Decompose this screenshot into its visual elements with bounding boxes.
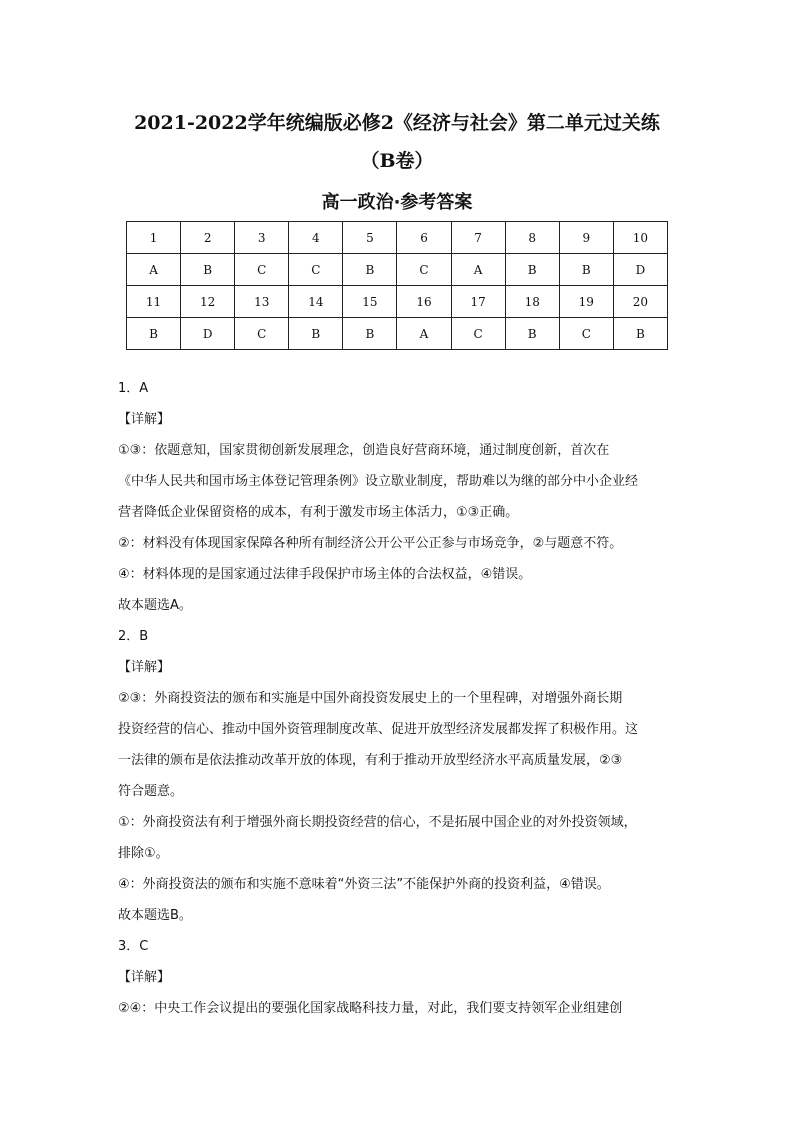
- answer-cell: B: [127, 318, 181, 350]
- question-number-cell: 7: [451, 222, 505, 254]
- question-number-cell: 20: [613, 286, 667, 318]
- question-answer-heading: 3．C: [118, 939, 149, 954]
- answer-row: [127, 318, 668, 350]
- question-number-cell: 12: [181, 286, 235, 318]
- explanation-line: 一法律的颁布是依法推动改革开放的体现，有利于推动开放型经济水平高质量发展，②③: [118, 753, 623, 768]
- explanation-line: 排除①。: [118, 846, 169, 861]
- answer-cell: C: [451, 318, 505, 350]
- explanation-block: [118, 373, 680, 621]
- answer-cell: C: [397, 254, 451, 286]
- answer-cell: B: [505, 318, 559, 350]
- answer-cell: C: [559, 318, 613, 350]
- explanation-line: ②：材料没有体现国家保障各种所有制经济公开公平公正参与市场竞争，②与题意不符。: [118, 536, 623, 551]
- detail-label: 【详解】: [118, 970, 171, 985]
- answer-cell: B: [289, 318, 343, 350]
- answer-cell: C: [235, 254, 289, 286]
- question-number-row: [127, 286, 668, 318]
- answer-cell: A: [127, 254, 181, 286]
- question-answer-heading: 1．A: [118, 381, 149, 396]
- explanation-line: ④：材料体现的是国家通过法律手段保护市场主体的合法权益，④错误。: [118, 567, 532, 582]
- question-number-cell: 19: [559, 286, 613, 318]
- explanation-line: ①：外商投资法有利于增强外商长期投资经营的信心，不是拓展中国企业的对外投资领域，: [118, 815, 637, 830]
- question-number-cell: 1: [127, 222, 181, 254]
- answer-cell: B: [181, 254, 235, 286]
- answer-cell: A: [397, 318, 451, 350]
- question-number-cell: 13: [235, 286, 289, 318]
- explanation-line: 符合题意。: [118, 784, 184, 799]
- explanation-line: 故本题选A。: [118, 598, 192, 613]
- answer-cell: B: [343, 254, 397, 286]
- explanations-section: [118, 373, 680, 1024]
- question-number-cell: 10: [613, 222, 667, 254]
- explanation-line: ①③：依题意知，国家贯彻创新发展理念，创造良好营商环境，通过制度创新，首次在: [118, 443, 610, 458]
- answer-cell: B: [559, 254, 613, 286]
- explanation-line: 营者降低企业保留资格的成本，有利于激发市场主体活力，①③正确。: [118, 505, 519, 520]
- question-number-cell: 5: [343, 222, 397, 254]
- question-answer-heading: 2．B: [118, 629, 149, 644]
- explanation-block: [118, 621, 680, 931]
- explanation-line: 投资经营的信心、推动中国外资管理制度改革、促进开放型经济发展都发挥了积极作用。这: [118, 722, 639, 737]
- question-number-cell: 14: [289, 286, 343, 318]
- question-number-cell: 3: [235, 222, 289, 254]
- question-number-row: [127, 222, 668, 254]
- answer-cell: B: [613, 318, 667, 350]
- explanation-line: ②③：外商投资法的颁布和实施是中国外商投资发展史上的一个里程碑，对增强外商长期: [118, 691, 623, 706]
- question-number-cell: 11: [127, 286, 181, 318]
- answer-key-subtitle: 高一政治·参考答案: [321, 192, 473, 213]
- explanation-line: 《中华人民共和国市场主体登记管理条例》设立歇业制度，帮助难以为继的部分中小企业经: [118, 474, 639, 489]
- question-number-cell: 6: [397, 222, 451, 254]
- answer-cell: D: [181, 318, 235, 350]
- question-number-cell: 16: [397, 286, 451, 318]
- answer-cell: B: [505, 254, 559, 286]
- question-number-cell: 2: [181, 222, 235, 254]
- question-number-cell: 18: [505, 286, 559, 318]
- question-number-cell: 17: [451, 286, 505, 318]
- answer-table: [126, 221, 668, 350]
- question-number-cell: 8: [505, 222, 559, 254]
- detail-label: 【详解】: [118, 412, 171, 427]
- question-number-cell: 9: [559, 222, 613, 254]
- answer-row: [127, 254, 668, 286]
- answer-cell: A: [451, 254, 505, 286]
- answer-cell: B: [343, 318, 397, 350]
- answer-cell: C: [289, 254, 343, 286]
- document-title-volume: （B卷）: [360, 150, 434, 172]
- question-number-cell: 15: [343, 286, 397, 318]
- question-number-cell: 4: [289, 222, 343, 254]
- explanation-block: [118, 931, 680, 1024]
- document-title: 2021-2022学年统编版必修2《经济与社会》第二单元过关练: [134, 112, 660, 134]
- answer-cell: D: [613, 254, 667, 286]
- explanation-line: 故本题选B。: [118, 908, 192, 923]
- explanation-line: ④：外商投资法的颁布和实施不意味着“外资三法”不能保护外商的投资利益，④错误。: [118, 877, 610, 892]
- detail-label: 【详解】: [118, 660, 171, 675]
- answer-cell: C: [235, 318, 289, 350]
- explanation-line: ②④：中央工作会议提出的要强化国家战略科技力量，对此，我们要支持领军企业组建创: [118, 1001, 623, 1016]
